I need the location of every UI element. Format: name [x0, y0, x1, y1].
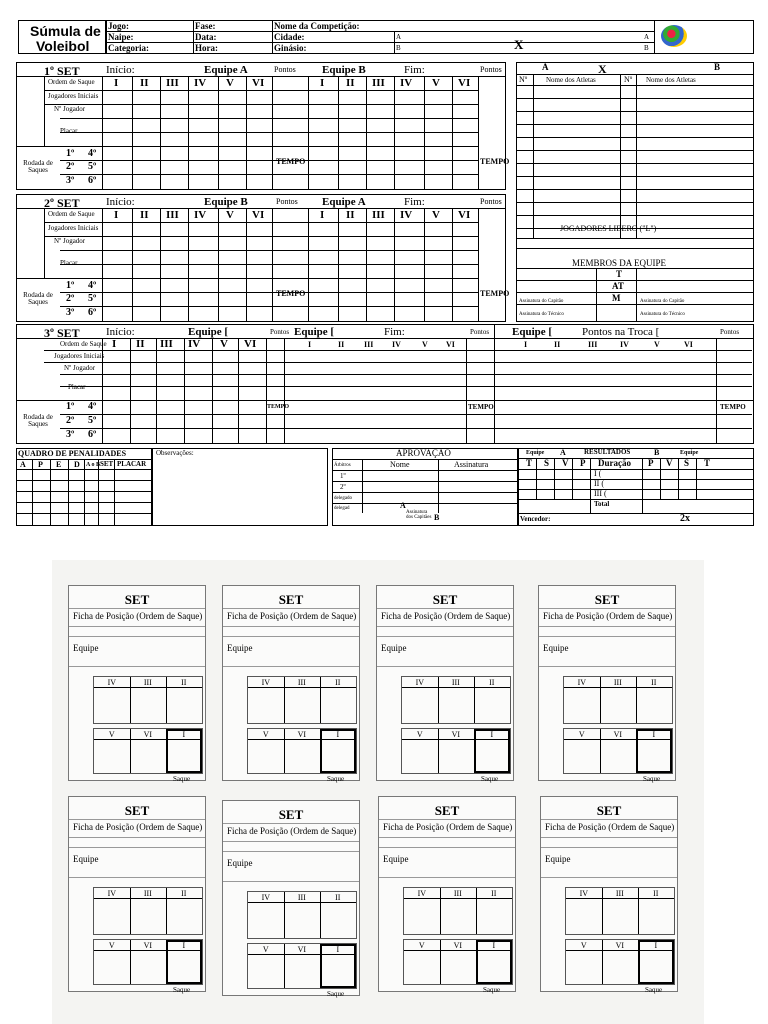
approval-row-delegad: delegad	[334, 506, 350, 511]
results-team-b: B	[654, 448, 660, 457]
pen-col-d: D	[74, 460, 80, 469]
court-front-row	[93, 676, 203, 724]
pos-i: I	[654, 941, 658, 950]
pos-iii: III	[451, 678, 460, 687]
pos-v: V	[580, 941, 587, 950]
roster-versus: X	[598, 62, 607, 76]
set2-tempo-right: TEMPO	[480, 289, 510, 298]
position-cards-photo	[52, 560, 704, 1024]
court-front-row	[563, 676, 673, 724]
set3-pontos-3: Pontos	[720, 328, 740, 336]
card-subtitle: Ficha de Posição (Ordem de Saque)	[545, 822, 675, 832]
card-serve: Saque	[173, 986, 191, 994]
field-jogo: Jogo:	[108, 21, 129, 31]
position-card	[540, 796, 678, 992]
set3-pos-I: I	[112, 338, 117, 350]
set2-pos-II: II	[140, 209, 149, 221]
set3-pos-II: II	[136, 338, 145, 350]
pen-col-aob: A o B	[86, 462, 101, 468]
roster-team-b-letter: B	[714, 62, 721, 72]
roster-num-right: Nº	[624, 75, 633, 84]
set3-team2: Equipe [	[294, 326, 335, 338]
results-equipe-b: Equipe	[680, 450, 699, 456]
set3-row-iniciais: Jogadores Iniciais	[54, 352, 105, 360]
results-col-t-right: T	[704, 458, 711, 468]
position-card	[538, 585, 676, 781]
set3-pos-b-II: II	[338, 340, 345, 349]
team-b-letter-right: B	[644, 44, 649, 52]
court-front-row	[247, 676, 357, 724]
pos-iii: III	[453, 889, 462, 898]
pos-ii: II	[651, 678, 657, 687]
set3-pos-VI: VI	[244, 338, 257, 350]
results-col-s-right: S	[684, 458, 690, 468]
title-line1: Súmula de	[30, 23, 101, 39]
roster-num-left: Nº	[519, 75, 528, 84]
set2-pos-V: V	[226, 209, 234, 221]
set1-b-pos-V: V	[432, 77, 440, 89]
court-back-row	[93, 939, 203, 985]
set1-team1: Equipe A	[204, 64, 248, 76]
sign-captain-a: Assinatura do Capitão	[519, 299, 564, 304]
set3-block	[16, 324, 754, 444]
set3-pos-V: V	[220, 338, 228, 350]
set3-pontos-1: Pontos	[270, 328, 290, 336]
pos-ii: II	[653, 889, 659, 898]
set1-inicio: Início:	[106, 64, 135, 76]
court-back-row	[563, 728, 673, 774]
pos-iii: III	[143, 889, 152, 898]
card-title: SET	[434, 803, 460, 818]
position-card	[222, 800, 360, 996]
set3-pos-c-V: V	[654, 340, 660, 349]
pen-col-placar: PLACAR	[117, 460, 147, 468]
pos-iv: IV	[107, 678, 117, 687]
card-team: Equipe	[543, 643, 569, 653]
card-title: SET	[596, 803, 622, 818]
approval-row-arbitros: Árbitros	[334, 463, 351, 468]
card-subtitle: Ficha de Posição (Ordem de Saque)	[383, 822, 513, 832]
card-serve: Saque	[327, 775, 345, 783]
set3-round-2: 2º	[66, 415, 75, 426]
results-equipe-a: Equipe	[526, 450, 545, 456]
set2-b-pos-VI: VI	[458, 209, 471, 221]
pos-i: I	[652, 730, 656, 739]
card-serve: Saque	[483, 986, 501, 994]
set3-pos-b-IV: IV	[392, 340, 401, 349]
card-team: Equipe	[227, 643, 253, 653]
set2-row-numero: Nº Jogador	[54, 237, 86, 245]
set1-round-2: 2º	[66, 161, 75, 172]
results-set-2: II (	[594, 479, 604, 488]
position-card	[378, 796, 516, 992]
pos-iv: IV	[579, 889, 589, 898]
pos-v: V	[416, 730, 423, 739]
results-col-v-left: V	[562, 458, 569, 468]
set1-b-pos-IV: IV	[400, 77, 413, 89]
set3-pos-c-VI: VI	[684, 340, 693, 349]
set1-title: 1º SET	[44, 64, 80, 78]
results-vencedor: Vencedor:	[520, 515, 551, 523]
pos-iv: IV	[417, 889, 427, 898]
court-back-row	[247, 728, 357, 774]
pos-i: I	[182, 730, 186, 739]
set3-pos-c-III: III	[588, 340, 598, 349]
scoresheet	[14, 18, 754, 526]
federation-logo-icon	[661, 25, 687, 47]
set2-b-pos-III: III	[372, 209, 385, 221]
set3-pos-c-IV: IV	[620, 340, 629, 349]
pen-col-a: A	[20, 460, 26, 469]
set2-inicio: Início:	[106, 196, 135, 208]
observations-title: Observações:	[156, 449, 194, 457]
set1-b-pos-VI: VI	[458, 77, 471, 89]
card-subtitle: Ficha de Posição (Ordem de Saque)	[543, 611, 673, 621]
set3-pos-b-VI: VI	[446, 340, 455, 349]
set1-fim: Fim:	[404, 64, 425, 76]
results-set-3: III (	[594, 489, 607, 498]
team-b-letter: B	[396, 44, 401, 52]
field-fase: Fase:	[195, 21, 216, 31]
pos-vi: VI	[613, 730, 623, 739]
set2-b-pos-V: V	[432, 209, 440, 221]
set3-round-3: 3º	[66, 429, 75, 440]
set3-team3: Equipe [	[512, 326, 553, 338]
set1-tempo-right: TEMPO	[480, 157, 510, 166]
approval-captains: Assinatura dos Capitães	[406, 510, 432, 520]
roster-team-a-letter: A	[542, 62, 549, 72]
court-back-row	[565, 939, 675, 985]
set2-round-3: 3º	[66, 307, 75, 318]
court-back-row	[403, 939, 513, 985]
pos-vi: VI	[615, 941, 625, 950]
set1-round-3: 3º	[66, 175, 75, 186]
card-title: SET	[124, 803, 150, 818]
pen-col-set: SET	[100, 460, 114, 468]
pos-ii: II	[335, 893, 341, 902]
pen-col-p: P	[38, 460, 43, 469]
pen-col-e: E	[56, 460, 62, 469]
card-serve: Saque	[481, 775, 499, 783]
approval-signature: Assinatura	[454, 460, 489, 469]
court-back-row	[401, 728, 511, 774]
set1-tempo-left: TEMPO	[276, 157, 306, 166]
pos-iii: III	[297, 893, 306, 902]
set3-round-6: 6º	[88, 429, 97, 440]
set2-round-6: 6º	[88, 307, 97, 318]
penalties-title: QUADRO DE PENALIDADES	[18, 449, 127, 458]
set3-title: 3º SET	[44, 326, 80, 340]
set1-pos-V: V	[226, 77, 234, 89]
set1-b-pos-I: I	[320, 77, 325, 89]
set1-round-5: 5º	[88, 161, 97, 172]
results-total: Total	[594, 500, 610, 508]
set2-tempo-left: TEMPO	[276, 289, 306, 298]
set3-team1: Equipe [	[188, 326, 229, 338]
set3-pos-III: III	[160, 338, 173, 350]
results-col-p-left: P	[580, 458, 586, 468]
field-naipe: Naipe:	[108, 32, 134, 42]
pos-ii: II	[491, 889, 497, 898]
set2-team2: Equipe A	[322, 196, 366, 208]
results-team-a: A	[560, 448, 566, 457]
set3-tempo-1: TEMPO	[267, 404, 289, 410]
field-ginasio: Ginásio:	[274, 43, 307, 53]
set2-pos-I: I	[114, 209, 119, 221]
set1-pontos-left: Pontos	[274, 65, 296, 74]
set1-row-placar: Placar	[60, 127, 78, 135]
pos-iv: IV	[577, 678, 587, 687]
set3-round-4: 4º	[88, 401, 97, 412]
pos-vi: VI	[143, 941, 153, 950]
set1-row-ordem: Ordem de Saque	[48, 78, 95, 86]
pos-vi: VI	[297, 730, 307, 739]
court-front-row	[565, 887, 675, 935]
pos-ii: II	[489, 678, 495, 687]
set2-round-1: 1º	[66, 280, 75, 291]
pos-v: V	[108, 941, 115, 950]
results-set-1: I (	[594, 469, 602, 478]
pos-v: V	[262, 730, 269, 739]
set3-pos-c-II: II	[554, 340, 561, 349]
set2-round-5: 5º	[88, 293, 97, 304]
card-team: Equipe	[383, 854, 409, 864]
set2-fim: Fim:	[404, 196, 425, 208]
observations-box	[152, 448, 328, 526]
card-subtitle: Ficha de Posição (Ordem de Saque)	[73, 822, 203, 832]
pos-vi: VI	[451, 730, 461, 739]
roster-panel	[516, 62, 754, 322]
field-categoria: Categoria:	[108, 43, 149, 53]
set2-b-pos-IV: IV	[400, 209, 413, 221]
court-front-row	[247, 891, 357, 939]
sign-captain-b: Assinatura do Capitão	[640, 299, 685, 304]
results-marker: 2x	[680, 513, 690, 524]
pos-iv: IV	[415, 678, 425, 687]
pos-iii: III	[615, 889, 624, 898]
pos-vi: VI	[143, 730, 153, 739]
pos-ii: II	[181, 889, 187, 898]
set2-team1: Equipe B	[204, 196, 248, 208]
pos-vi: VI	[297, 945, 307, 954]
card-serve: Saque	[645, 986, 663, 994]
set3-row-placar: Placar	[68, 383, 86, 391]
set2-round-4: 4º	[88, 280, 97, 291]
pos-v: V	[418, 941, 425, 950]
field-hora: Hora:	[195, 43, 218, 53]
field-data: Data:	[195, 32, 217, 42]
set1-team2: Equipe B	[322, 64, 366, 76]
card-title: SET	[278, 807, 304, 822]
title-line2: Voleibol	[36, 38, 90, 54]
set1-pos-IV: IV	[194, 77, 207, 89]
pos-v: V	[578, 730, 585, 739]
card-subtitle: Ficha de Posição (Ordem de Saque)	[73, 611, 203, 621]
pos-iv: IV	[261, 893, 271, 902]
roster-name-right: Nome dos Atletas	[646, 76, 696, 84]
approval-name: Nome	[390, 460, 410, 469]
set1-rodada: Rodada de Saques	[23, 159, 53, 174]
pos-i: I	[336, 730, 340, 739]
card-title: SET	[594, 592, 620, 607]
pos-ii: II	[181, 678, 187, 687]
card-team: Equipe	[73, 643, 99, 653]
set2-b-pos-II: II	[346, 209, 355, 221]
set3-pontos-2: Pontos	[470, 328, 490, 336]
set3-fim: Fim:	[384, 326, 405, 338]
approval-row-1: 1º	[340, 472, 346, 480]
pos-i: I	[492, 941, 496, 950]
field-cidade: Cidade:	[274, 32, 305, 42]
position-card	[68, 585, 206, 781]
approval-row-2: 2º	[340, 483, 346, 491]
set3-inicio: Início:	[106, 326, 135, 338]
court-front-row	[401, 676, 511, 724]
set3-pos-c-I: I	[524, 340, 528, 349]
sign-coach-a: Assinatura do Técnico	[519, 312, 564, 317]
court-front-row	[93, 887, 203, 935]
set3-tempo-2: TEMPO	[468, 403, 494, 411]
set2-pos-VI: VI	[252, 209, 265, 221]
member-t: T	[616, 269, 623, 279]
set3-troca: Pontos na Troca [	[582, 326, 660, 338]
court-back-row	[247, 943, 357, 989]
card-subtitle: Ficha de Posição (Ordem de Saque)	[227, 826, 357, 836]
set3-pos-b-I: I	[308, 340, 312, 349]
set3-pos-IV: IV	[188, 338, 201, 350]
set3-round-5: 5º	[88, 415, 97, 426]
set2-pontos-left: Pontos	[276, 197, 298, 206]
approval-team-a: A	[400, 501, 406, 510]
card-title: SET	[432, 592, 458, 607]
set1-pos-II: II	[140, 77, 149, 89]
set1-pontos-right: Pontos	[480, 65, 502, 74]
card-title: SET	[278, 592, 304, 607]
set3-pos-b-V: V	[422, 340, 428, 349]
set3-pos-b-III: III	[364, 340, 374, 349]
card-serve: Saque	[327, 990, 345, 998]
set1-pos-VI: VI	[252, 77, 265, 89]
pos-i: I	[336, 945, 340, 954]
results-col-s-left: S	[544, 458, 550, 468]
pos-iii: III	[297, 678, 306, 687]
position-card	[222, 585, 360, 781]
set1-pos-III: III	[166, 77, 179, 89]
card-subtitle: Ficha de Posição (Ordem de Saque)	[381, 611, 511, 621]
approval-team-b: B	[434, 513, 440, 522]
pos-ii: II	[335, 678, 341, 687]
set2-b-pos-I: I	[320, 209, 325, 221]
position-card	[68, 796, 206, 992]
set3-row-ordem: Ordem de Saque	[60, 340, 107, 348]
pos-iv: IV	[107, 889, 117, 898]
set2-pos-III: III	[166, 209, 179, 221]
pos-iii: III	[143, 678, 152, 687]
members-label: MEMBROS DA EQUIPE	[572, 258, 667, 268]
set3-row-numero: Nº Jogador	[64, 364, 96, 372]
set2-pos-IV: IV	[194, 209, 207, 221]
card-serve: Saque	[643, 775, 661, 783]
member-m: M	[612, 293, 621, 303]
set1-row-iniciais: Jogadores Iniciais	[48, 92, 99, 100]
set1-round-4: 4º	[88, 148, 97, 159]
field-competicao: Nome da Competição:	[274, 21, 360, 31]
team-a-letter: A	[396, 33, 402, 41]
court-back-row	[93, 728, 203, 774]
set2-row-ordem: Ordem de Saque	[48, 210, 95, 218]
card-team: Equipe	[73, 854, 99, 864]
results-col-v-right: V	[666, 458, 673, 468]
libero-label: JOGADORES LIBERO ("L")	[560, 224, 657, 233]
pos-i: I	[182, 941, 186, 950]
results-col-p-right: P	[648, 458, 654, 468]
position-card	[376, 585, 514, 781]
set1-row-numero: Nº Jogador	[54, 105, 86, 113]
set1-round-6: 6º	[88, 175, 97, 186]
member-at: AT	[612, 281, 624, 291]
sign-coach-b: Assinatura do Técnico	[640, 312, 685, 317]
set2-row-placar: Placar	[60, 259, 78, 267]
set1-b-pos-II: II	[346, 77, 355, 89]
set2-pontos-right: Pontos	[480, 197, 502, 206]
roster-name-left: Nome dos Atletas	[546, 76, 596, 84]
versus-mark: X	[514, 37, 524, 52]
results-duracao: Duração	[598, 458, 631, 468]
pos-v: V	[108, 730, 115, 739]
set3-round-1: 1º	[66, 401, 75, 412]
set2-title: 2º SET	[44, 196, 80, 210]
set1-b-pos-III: III	[372, 77, 385, 89]
card-title: SET	[124, 592, 150, 607]
results-title: RESULTADOS	[584, 448, 631, 456]
pos-i: I	[490, 730, 494, 739]
approval-row-delegado: delegado	[334, 496, 353, 501]
set2-row-iniciais: Jogadores Iniciais	[48, 224, 99, 232]
pos-vi: VI	[453, 941, 463, 950]
card-team: Equipe	[381, 643, 407, 653]
set2-round-2: 2º	[66, 293, 75, 304]
pos-v: V	[262, 945, 269, 954]
results-col-t-left: T	[526, 458, 533, 468]
team-a-letter-right: A	[644, 33, 650, 41]
set1-pos-I: I	[114, 77, 119, 89]
card-team: Equipe	[227, 858, 253, 868]
set1-round-1: 1º	[66, 148, 75, 159]
set3-tempo-3: TEMPO	[720, 403, 746, 411]
set3-rodada: Rodada de Saques	[23, 413, 53, 428]
set2-rodada: Rodada de Saques	[23, 291, 53, 306]
card-serve: Saque	[173, 775, 191, 783]
approval-title: APROVAÇÃO	[396, 448, 451, 458]
court-front-row	[403, 887, 513, 935]
card-team: Equipe	[545, 854, 571, 864]
pos-iv: IV	[261, 678, 271, 687]
pos-iii: III	[613, 678, 622, 687]
card-subtitle: Ficha de Posição (Ordem de Saque)	[227, 611, 357, 621]
